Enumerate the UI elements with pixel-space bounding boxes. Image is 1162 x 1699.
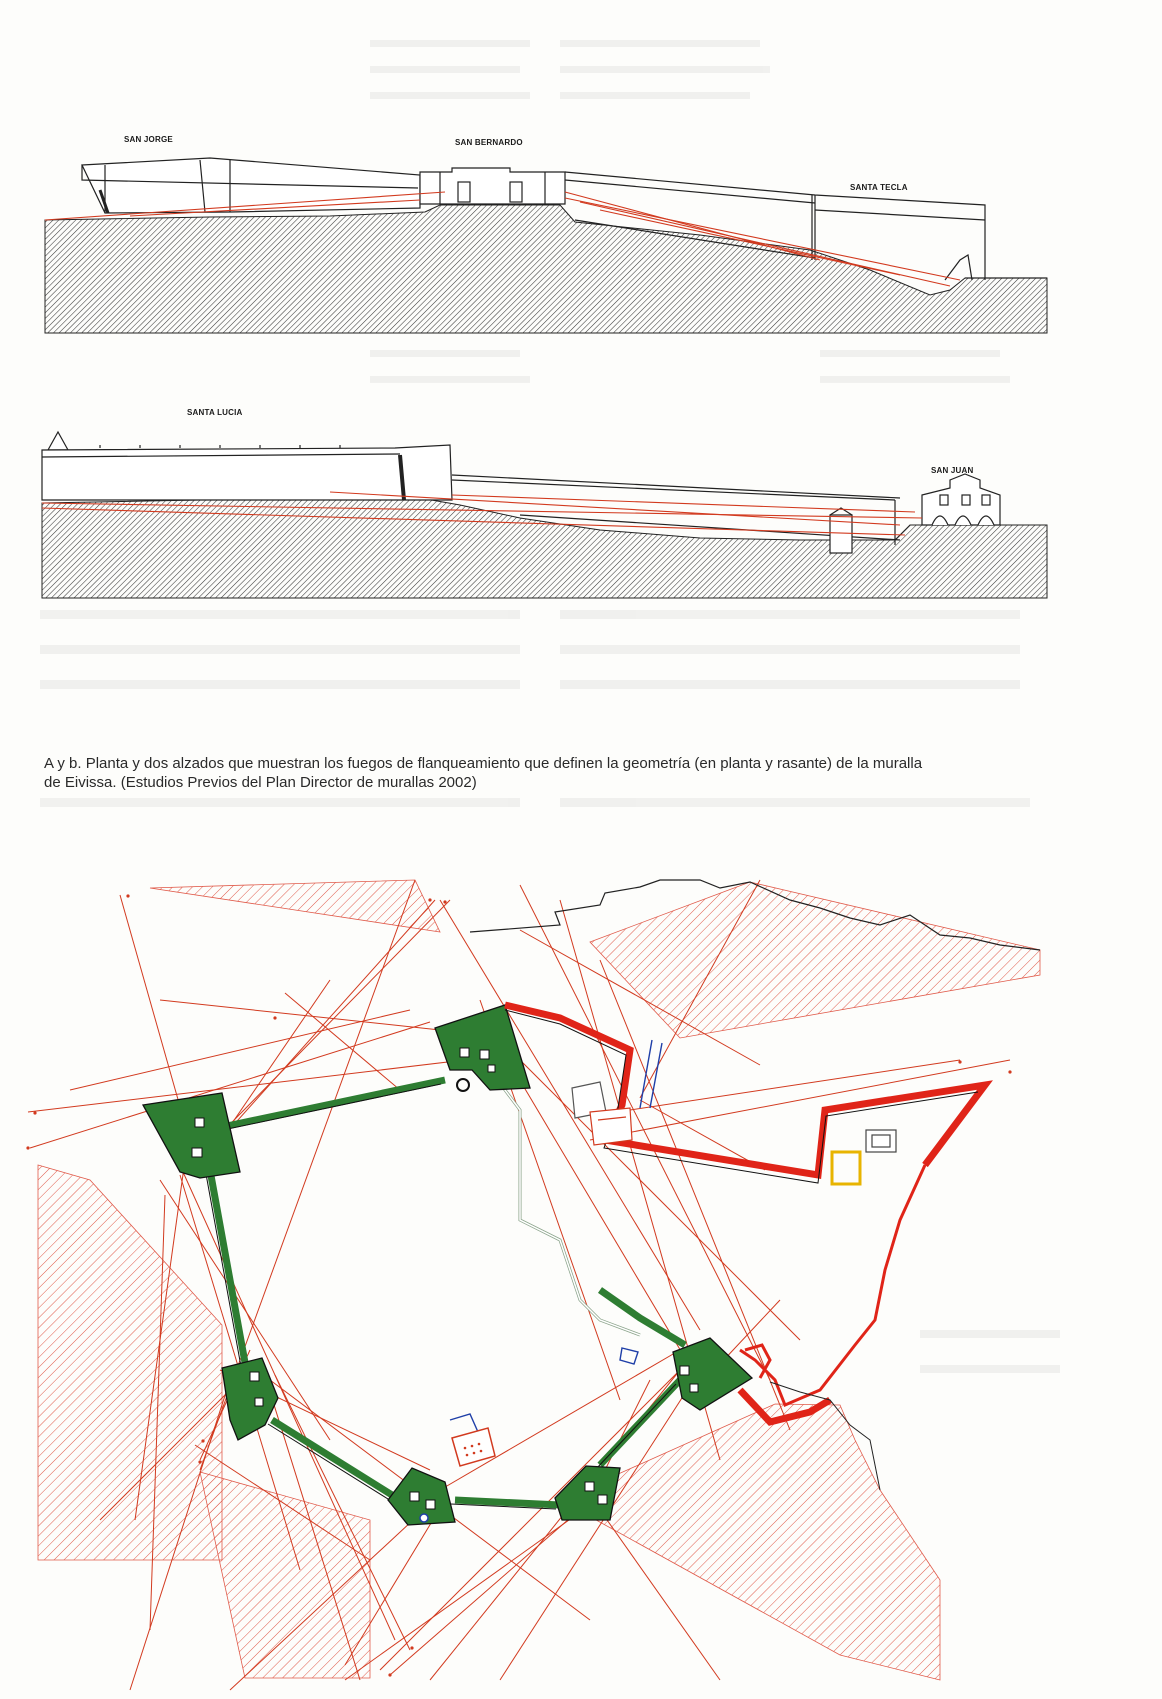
label-san-juan: SAN JUAN [931, 466, 974, 475]
hatch-left [38, 1165, 222, 1560]
bastion-north [435, 1005, 530, 1090]
hatched-fields [38, 880, 1040, 1680]
blue-features [450, 1040, 662, 1432]
label-san-jorge: SAN JORGE [124, 135, 173, 144]
hatch-top-left [150, 880, 440, 932]
plan-drawing [0, 860, 1162, 1695]
elevation-top-drawing [0, 120, 1162, 350]
elevation-bottom-drawing [0, 400, 1162, 600]
caption-line-2: de Eivissa. (Estudios Previos del Plan Director de murallas 2002) [44, 774, 477, 791]
hatch-top-right [590, 882, 1040, 1038]
figure-caption [44, 754, 1024, 792]
red-wall-coast [740, 1165, 925, 1405]
caption-line-1: A y b. Planta y dos alzados que muestran los fuegos de flanqueamiento que definen la geometría (en planta y rasante) de la muralla [44, 755, 923, 772]
hatch-bottom-left [200, 1472, 370, 1678]
bastion-west [143, 1093, 240, 1178]
santa-lucia-wall [42, 432, 452, 500]
blue-building-outline [450, 1414, 478, 1432]
label-san-bernardo: SAN BERNARDO [455, 138, 523, 147]
blue-channel [640, 1040, 662, 1108]
red-hatched-building [452, 1428, 495, 1466]
san-bernardo-bastion [420, 168, 565, 204]
san-jorge-bastion [82, 158, 420, 213]
label-santa-lucia: SANTA LUCIA [187, 408, 243, 417]
san-juan-building [922, 474, 1000, 525]
bastion-southeast [555, 1466, 620, 1520]
blue-small-gate [620, 1348, 638, 1364]
label-santa-tecla: SANTA TECLA [850, 183, 908, 192]
isolated-building [866, 1130, 896, 1152]
elevation-top [0, 120, 1162, 350]
bastion-southwest [222, 1358, 278, 1440]
yellow-feature [832, 1152, 860, 1184]
elevation-bottom [0, 400, 1162, 600]
ground-profile-top [45, 205, 1047, 333]
fortification-plan [0, 860, 1162, 1695]
